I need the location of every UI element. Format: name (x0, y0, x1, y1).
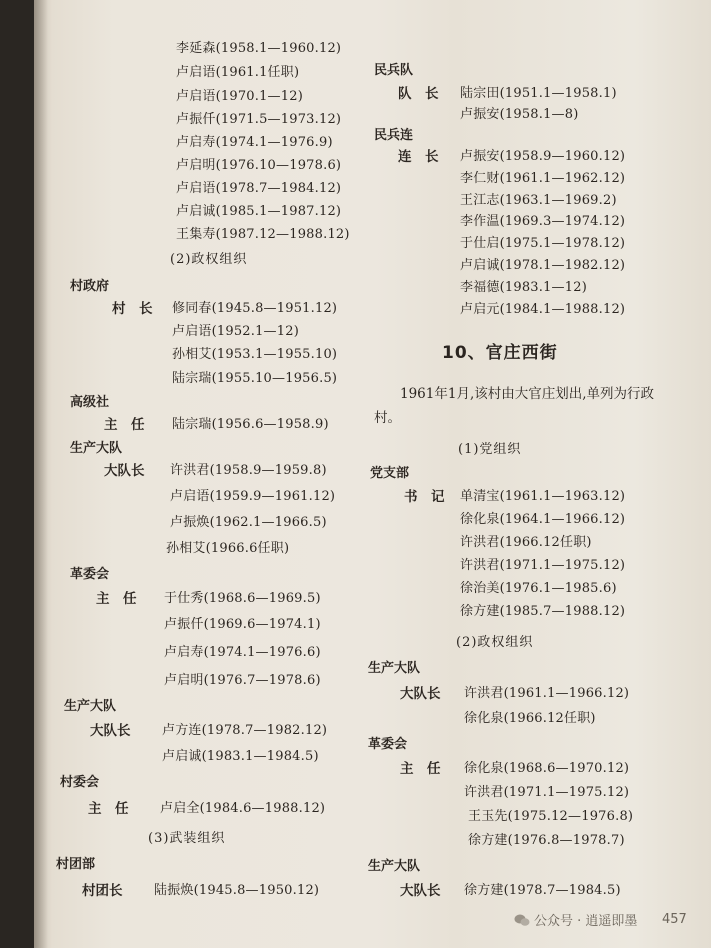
list-item: 徐方建(1985.7—1988.12) (460, 604, 626, 619)
list-item: 卢启语(1970.1—12) (176, 89, 303, 104)
list-item: 卢启寿(1974.1—1976.9) (176, 135, 333, 150)
list-item: 王玉先(1975.12—1976.8) (468, 809, 634, 824)
list-item: 卢启明(1976.10—1978.6) (176, 158, 342, 173)
list-item: 徐方建(1978.7—1984.5) (464, 883, 621, 898)
list-item: 卢振安(1958.1—8) (460, 107, 579, 122)
list-item: 卢振仟(1969.6—1974.1) (164, 617, 321, 632)
list-item: 卢振安(1958.9—1960.12) (460, 149, 626, 164)
list-item: 孙相艾(1953.1—1955.10) (172, 347, 338, 362)
org-heading: 高级社 (70, 395, 110, 410)
org-heading: 村团部 (56, 857, 96, 872)
list-item: 徐化泉(1964.1—1966.12) (460, 512, 626, 527)
list-item: 陆宗瑞(1955.10—1956.5) (172, 371, 338, 386)
list-item: 陆振焕(1945.8—1950.12) (154, 883, 320, 898)
list-item: 卢启诚(1978.1—1982.12) (460, 258, 626, 273)
list-item: 卢启明(1976.7—1978.6) (164, 673, 321, 688)
role-label: 村团长 (82, 883, 123, 899)
list-item: 单清宝(1961.1—1963.12) (460, 489, 626, 504)
list-item: 徐方建(1976.8—1978.7) (468, 833, 625, 848)
role-label: 队 长 (398, 86, 439, 102)
list-item: 卢启语(1952.1—12) (172, 324, 299, 339)
org-heading: 村政府 (70, 279, 110, 294)
book-page (34, 0, 711, 948)
org-heading: 生产大队 (70, 441, 123, 456)
list-item: 卢启元(1984.1—1988.12) (460, 302, 626, 317)
section-title: 10、官庄西街 (442, 343, 558, 363)
role-label: 主 任 (104, 417, 145, 433)
list-item: 李福德(1983.1—12) (460, 280, 587, 295)
org-heading: 民兵队 (374, 63, 414, 78)
section-subheading: (1)党组织 (458, 442, 522, 457)
org-heading: 党支部 (370, 466, 410, 481)
section-subheading: (2)政权组织 (456, 635, 534, 650)
org-heading: 村委会 (60, 775, 100, 790)
wechat-icon (514, 914, 530, 927)
watermark (514, 910, 637, 929)
org-heading: 革委会 (70, 567, 110, 582)
role-label: 主 任 (96, 591, 137, 607)
list-item: 陆宗田(1951.1—1958.1) (460, 86, 617, 101)
role-label: 连 长 (398, 149, 439, 165)
role-label: 村 长 (112, 301, 153, 317)
list-item: 许洪君(1971.1—1975.12) (460, 558, 626, 573)
role-label: 主 任 (88, 801, 129, 817)
page-number: 457 (662, 912, 687, 927)
intro-paragraph: 1961年1月,该村由大官庄划出,单列为行政村。 (374, 386, 655, 426)
list-item: 卢启诚(1983.1—1984.5) (162, 749, 319, 764)
list-item: 许洪君(1966.12任职) (460, 535, 592, 550)
section-subheading: (2)政权组织 (170, 252, 248, 267)
list-item: 王集寿(1987.12—1988.12) (176, 227, 350, 242)
list-item: 卢启语(1959.9—1961.12) (170, 489, 336, 504)
list-item: 卢方连(1978.7—1982.12) (162, 723, 328, 738)
list-item: 徐治美(1976.1—1985.6) (460, 581, 617, 596)
list-item: 于仕秀(1968.6—1969.5) (164, 591, 321, 606)
list-item: 许洪君(1958.9—1959.8) (170, 463, 327, 478)
list-item: 李作温(1969.3—1974.12) (460, 214, 626, 229)
role-label: 书 记 (404, 489, 445, 505)
list-item: 卢启全(1984.6—1988.12) (160, 801, 326, 816)
list-item: 修同春(1945.8—1951.12) (172, 301, 338, 316)
list-item: 许洪君(1971.1—1975.12) (464, 785, 630, 800)
list-item: 孙相艾(1966.6任职) (166, 541, 290, 556)
list-item: 李仁财(1961.1—1962.12) (460, 171, 626, 186)
org-heading: 生产大队 (64, 699, 117, 714)
list-item: 许洪君(1961.1—1966.12) (464, 686, 630, 701)
role-label: 大队长 (90, 723, 131, 739)
role-label: 大队长 (104, 463, 145, 479)
list-item: 徐化泉(1966.12任职) (464, 711, 596, 726)
section-subheading: (3)武装组织 (148, 831, 226, 846)
org-heading: 生产大队 (368, 661, 421, 676)
list-item: 陆宗瑞(1956.6—1958.9) (172, 417, 329, 432)
org-heading: 生产大队 (368, 859, 421, 874)
watermark-text: 公众号 · 逍遥即墨 (534, 914, 638, 929)
list-item: 卢振仟(1971.5—1973.12) (176, 112, 342, 127)
role-label: 主 任 (400, 761, 441, 777)
list-item: 徐化泉(1968.6—1970.12) (464, 761, 630, 776)
list-item: 卢启诚(1985.1—1987.12) (176, 204, 342, 219)
list-item: 卢启语(1978.7—1984.12) (176, 181, 342, 196)
org-heading: 民兵连 (374, 128, 414, 143)
list-item: 于仕启(1975.1—1978.12) (460, 236, 626, 251)
list-item: 卢振焕(1962.1—1966.5) (170, 515, 327, 530)
list-item: 卢启语(1961.1任职) (176, 65, 300, 80)
role-label: 大队长 (400, 686, 441, 702)
list-item: 卢启寿(1974.1—1976.6) (164, 645, 321, 660)
list-item: 李延森(1958.1—1960.12) (176, 41, 342, 56)
org-heading: 革委会 (368, 737, 408, 752)
role-label: 大队长 (400, 883, 441, 899)
list-item: 王江志(1963.1—1969.2) (460, 193, 617, 208)
